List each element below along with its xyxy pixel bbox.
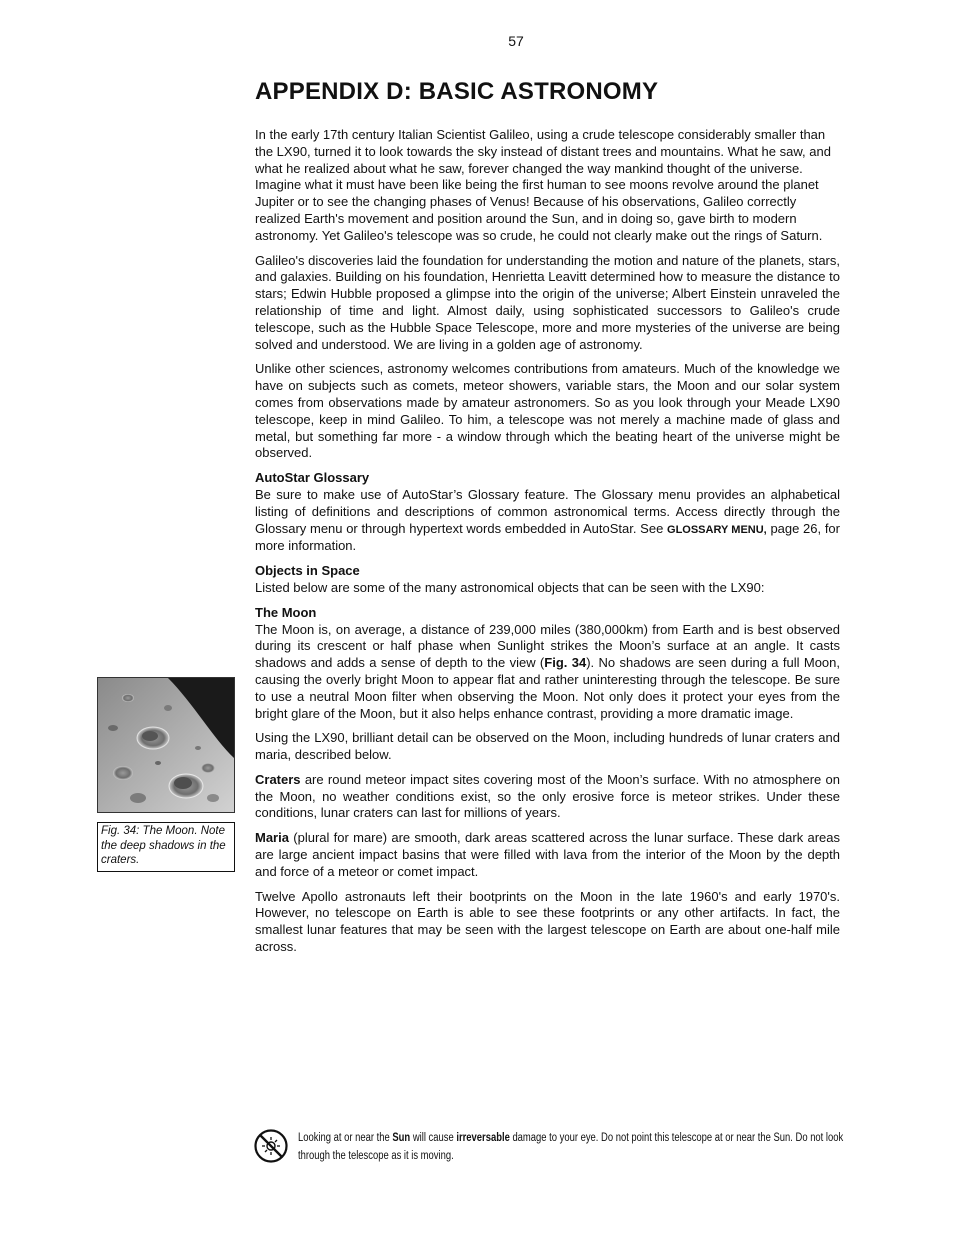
warning-part-2: will cause [412,1132,454,1144]
warning-irreversable: irreversable [456,1132,510,1144]
warning-part-3: damage to your eye. Do not point this telescope at or near the Sun. Do not look through the telescope as it is moving. [298,1132,844,1162]
glossary-text: Be sure to make use of AutoStar’s Glossary feature. The Glossary menu provides an alphabetical listing of definitions and descriptions of common astronomical terms. Access directly through the Glossary menu or through hypertext words embedded in AutoStar. See [255,486,840,536]
warning-part-1: Looking at or near the [298,1132,390,1144]
objects-section [255,563,840,597]
glossary-heading: AutoStar Glossary [255,470,370,486]
objects-heading: Objects in Space [255,563,360,579]
paragraph-discoveries: Galileo's discoveries laid the foundation for understanding the motion and nature of the planets, stars, and galaxies. Building on his foundation, Henrietta Leavitt determined how to measure the distance to stars; Edwin Hubble proposed a glimpse into the origin of the universe; Albert Einstein unraveled the relationship of time and light. Almost daily, using sophisticated successors to Galileo's crude telescope, such as the Hubble Space Telescope, more and more mysteries of the universe are being solved and understood. We are living in a golden age of astronomy. [255,252,840,352]
paragraph-amateurs: Unlike other sciences, astronomy welcomes contributions from amateurs. Much of the knowledge we have on subjects such as comets, meteor showers, variable stars, the Moon and our solar system comes from observations made by amateur astronomers. So as you look through your Meade LX90 telescope, keep in mind Galileo. To him, a telescope was not merely a machine made of glass and metal, but something far more - a window through which the beating heart of the universe might be observed. [255,361,840,461]
warning-sun: Sun [392,1132,411,1144]
moon-heading: The Moon [255,604,317,620]
moon-text-b: ). No shadows are seen during a full Moon, causing the overly bright Moon to appear flat and rather uninteresting through the telescope. Be sure to use a neutral Moon filter when observing the Moon. Not only does it protect your eyes from the bright glare of the Moon, but it also helps enhance contrast, providing a more dramatic image. [255,655,840,721]
craters-paragraph [255,772,840,822]
page-number: 57 [508,33,524,49]
warning-text [298,1129,843,1165]
moon-surface-image [98,678,234,812]
glossary-menu-reference: GLOSSARY MENU, [667,523,767,536]
paragraph-intro: In the early 17th century Italian Scientist Galileo, using a crude telescope considerably smaller than the LX90, turned it to look towards the sky instead of distant trees and mountains. What he saw, and what he realized about what he saw, forever changed the way mankind thought of the universe. Imagine what it must have been like being the first human to see moons revolve around the planet Jupiter or to see the changing phases of Venus! Because of his observations, Galileo correctly realized Earth's movement and position around the Sun, and in doing so, gave birth to modern astronomy. Yet Galileo's telescope was so crude, he could not clearly make out the rings of Saturn. [255,127,831,243]
apollo-paragraph: Twelve Apollo astronauts left their bootprints on the Moon in the late 1960's and early 1970's. However, no telescope on Earth is able to see these footprints or any other artifacts. In fact, the smallest lunar features that may be seen with the largest telescope on Earth are about one-half mile across. [255,888,840,955]
moon-section [255,605,840,723]
sun-warning [254,1128,844,1168]
moon-text-a: The Moon is, on average, a distance of 239,000 miles (380,000km) from Earth and is best observed during its crescent or half phase when Sunlight strikes the Moon’s surface at an angle. It casts shadows and adds a sense of depth to the view ( [255,621,840,671]
no-sun-viewing-icon [254,1129,288,1163]
maria-text: (plural for mare) are smooth, dark areas scattered across the lunar surface. These dark areas are large ancient impact basins that were filled with lava from the interior of the Moon by the depth and force of a meteor or comet impact. [255,830,840,879]
moon-photo [97,677,235,813]
glossary-tail: page 26, for more information. [255,520,840,554]
moon-detail: Using the LX90, brilliant detail can be observed on the Moon, including hundreds of lunar craters and maria, described below. [255,730,840,763]
figure-reference: Fig. 34 [544,655,587,671]
objects-text: Listed below are some of the many astronomical objects that can be seen with the LX90: [255,579,765,595]
glossary-section [255,470,840,555]
craters-term: Craters [255,771,301,787]
page-title: APPENDIX D: BASIC ASTRONOMY [255,78,659,105]
craters-text: are round meteor impact sites covering most of the Moon’s surface. With no atmosphere on the Moon, no weather conditions exist, so the only erosive force is meteor strikes. Under these conditions, lunar craters can last for millions of years. [255,771,840,821]
main-content [255,127,840,964]
maria-term: Maria [255,830,289,846]
figure-caption: Fig. 34: The Moon. Note the deep shadows in the craters. [97,822,235,872]
maria-paragraph [255,830,840,880]
